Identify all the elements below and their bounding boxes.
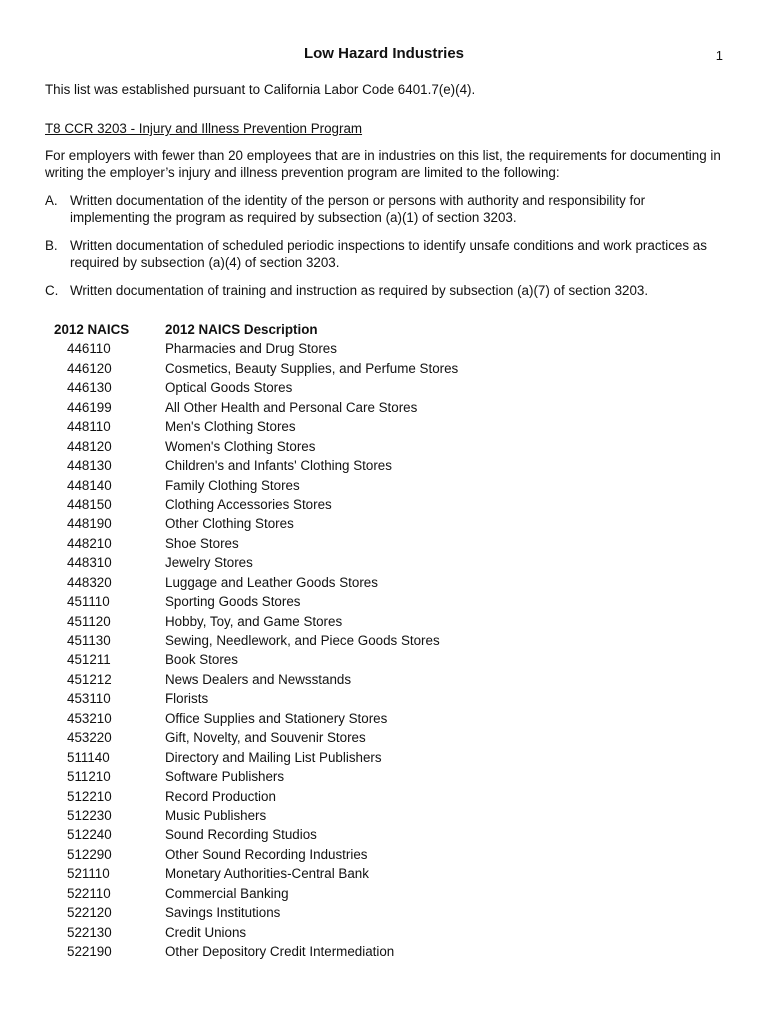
table-row	[45, 768, 458, 787]
naics-description-cell: Luggage and Leather Goods Stores	[165, 574, 378, 590]
naics-code-cell: 451130	[67, 633, 111, 648]
naics-code-cell: 453110	[67, 691, 111, 707]
naics-description-cell: Credit Unions	[165, 924, 247, 940]
table-row	[45, 438, 458, 457]
table-row	[45, 574, 458, 593]
naics-code-cell: 522120	[67, 905, 112, 921]
naics-code-cell: 451120	[67, 613, 111, 629]
naics-description-cell: Florists	[165, 691, 209, 707]
naics-code-cell: 448110	[67, 419, 111, 435]
requirement-item	[45, 282, 725, 299]
table-row	[45, 904, 458, 923]
requirements-list	[45, 192, 725, 310]
table-row	[45, 924, 458, 943]
naics-description-cell: Children's and Infants' Clothing Stores	[165, 458, 392, 474]
table-row	[45, 885, 458, 904]
naics-code-cell: 512210	[67, 788, 112, 804]
naics-description-cell: Shoe Stores	[165, 535, 239, 551]
naics-code-cell: 512240	[67, 827, 112, 843]
table-row	[45, 360, 458, 379]
naics-code-cell: 522110	[67, 885, 111, 901]
naics-code-cell: 448310	[67, 555, 112, 571]
naics-code-cell: 446199	[67, 399, 112, 415]
naics-code-cell: 448190	[67, 516, 112, 532]
requirement-letter: C.	[45, 283, 59, 298]
naics-code-cell: 451212	[67, 671, 112, 687]
table-body	[45, 340, 458, 962]
naics-description-cell: Pharmacies and Drug Stores	[165, 341, 337, 357]
table-row	[45, 457, 458, 476]
naics-code-cell: 512290	[67, 846, 112, 862]
naics-description-cell: Monetary Authorities-Central Bank	[165, 866, 369, 882]
table-row	[45, 340, 458, 359]
naics-code-cell: 448130	[67, 458, 112, 474]
table-row	[45, 865, 458, 884]
naics-description-cell: Gift, Novelty, and Souvenir Stores	[165, 730, 366, 746]
table-row	[45, 379, 458, 398]
naics-code-cell: 451211	[67, 652, 111, 668]
table-row	[45, 632, 458, 651]
section-heading: T8 CCR 3203 - Injury and Illness Prevention Program	[45, 121, 363, 136]
naics-description-cell: All Other Health and Personal Care Stores	[165, 399, 418, 415]
naics-table	[45, 321, 458, 962]
table-row	[45, 593, 458, 612]
table-row	[45, 477, 458, 496]
requirement-item	[45, 192, 725, 226]
naics-description-cell: Sewing, Needlework, and Piece Goods Stores	[165, 633, 440, 648]
table-row	[45, 554, 458, 573]
naics-code-cell: 448140	[67, 477, 112, 493]
naics-code-cell: 453210	[67, 710, 112, 726]
requirement-text: Written documentation of the identity of the person or persons with authority and responsibility for implementing the program as required by subsection (a)(1) of section 3203.	[70, 193, 646, 225]
naics-code-cell: 448210	[67, 535, 112, 551]
naics-code-cell: 522190	[67, 944, 112, 959]
table-row	[45, 729, 458, 748]
naics-code-cell: 521110	[67, 866, 110, 882]
naics-code-cell: 448120	[67, 438, 112, 454]
requirement-letter: A.	[45, 193, 58, 208]
naics-description-cell: Office Supplies and Stationery Stores	[165, 710, 388, 726]
header-naics-code: 2012 NAICS	[54, 322, 130, 337]
naics-description-cell: Other Clothing Stores	[165, 516, 294, 532]
table-row	[45, 515, 458, 534]
naics-description-cell: Hobby, Toy, and Game Stores	[165, 613, 343, 629]
table-row	[45, 710, 458, 729]
naics-code-cell: 448320	[67, 574, 112, 590]
naics-description-cell: Music Publishers	[165, 807, 267, 823]
naics-code-cell: 446110	[67, 341, 111, 357]
naics-description-cell: Sound Recording Studios	[165, 827, 317, 843]
naics-description-cell: News Dealers and Newsstands	[165, 671, 352, 687]
table-row	[45, 943, 458, 962]
naics-code-cell: 522130	[67, 924, 112, 940]
table-row	[45, 651, 458, 670]
naics-code-cell: 451110	[67, 594, 110, 610]
naics-description-cell: Family Clothing Stores	[165, 477, 300, 493]
table-row	[45, 846, 458, 865]
naics-code-cell: 448150	[67, 496, 112, 512]
naics-description-cell: Optical Goods Stores	[165, 380, 293, 396]
requirement-text: Written documentation of scheduled periodic inspections to identify unsafe conditions and work practices as required by subsection (a)(4) of section 3203.	[70, 238, 707, 270]
table-row	[45, 399, 458, 418]
naics-description-cell: Jewelry Stores	[165, 555, 253, 571]
requirement-letter: B.	[45, 238, 58, 253]
naics-code-cell: 446130	[67, 380, 112, 396]
naics-description-cell: Men's Clothing Stores	[165, 419, 296, 435]
naics-description-cell: Commercial Banking	[165, 885, 289, 901]
table-row	[45, 613, 458, 632]
table-row	[45, 496, 458, 515]
naics-description-cell: Sporting Goods Stores	[165, 594, 301, 610]
table-row	[45, 826, 458, 845]
naics-code-cell: 512230	[67, 807, 112, 823]
naics-description-cell: Savings Institutions	[165, 905, 281, 921]
naics-description-cell: Women's Clothing Stores	[165, 438, 316, 454]
table-header-row	[45, 321, 458, 340]
requirement-text: Written documentation of training and instruction as required by subsection (a)(7) of section 3203.	[70, 283, 649, 298]
naics-description-cell: Clothing Accessories Stores	[165, 496, 332, 512]
table-row	[45, 671, 458, 690]
naics-description-cell: Directory and Mailing List Publishers	[165, 749, 382, 765]
naics-code-cell: 453220	[67, 730, 112, 746]
naics-code-cell: 511210	[67, 769, 111, 785]
table-row	[45, 690, 458, 709]
naics-description-cell: Software Publishers	[165, 769, 285, 785]
page-number: 1	[715, 48, 723, 63]
naics-description-cell: Book Stores	[165, 652, 238, 668]
table-row	[45, 788, 458, 807]
naics-code-cell: 446120	[67, 360, 112, 376]
page-title: Low Hazard Industries	[303, 45, 465, 62]
header-naics-description: 2012 NAICS Description	[165, 322, 318, 337]
table-row	[45, 418, 458, 437]
table-row	[45, 535, 458, 554]
naics-description-cell: Other Sound Recording Industries	[165, 846, 368, 862]
intro-paragraph: This list was established pursuant to California Labor Code 6401.7(e)(4).	[45, 82, 476, 97]
table-row	[45, 807, 458, 826]
lead-paragraph: For employers with fewer than 20 employees that are in industries on this list, the requirements for documenting in writing the employer’s injury and illness prevention program are limited to the following:	[45, 148, 721, 180]
requirement-item	[45, 237, 725, 271]
table-row	[45, 749, 458, 768]
naics-description-cell: Other Depository Credit Intermediation	[165, 944, 395, 959]
naics-code-cell: 511140	[67, 749, 110, 765]
naics-description-cell: Record Production	[165, 788, 276, 804]
naics-description-cell: Cosmetics, Beauty Supplies, and Perfume Stores	[165, 360, 459, 376]
